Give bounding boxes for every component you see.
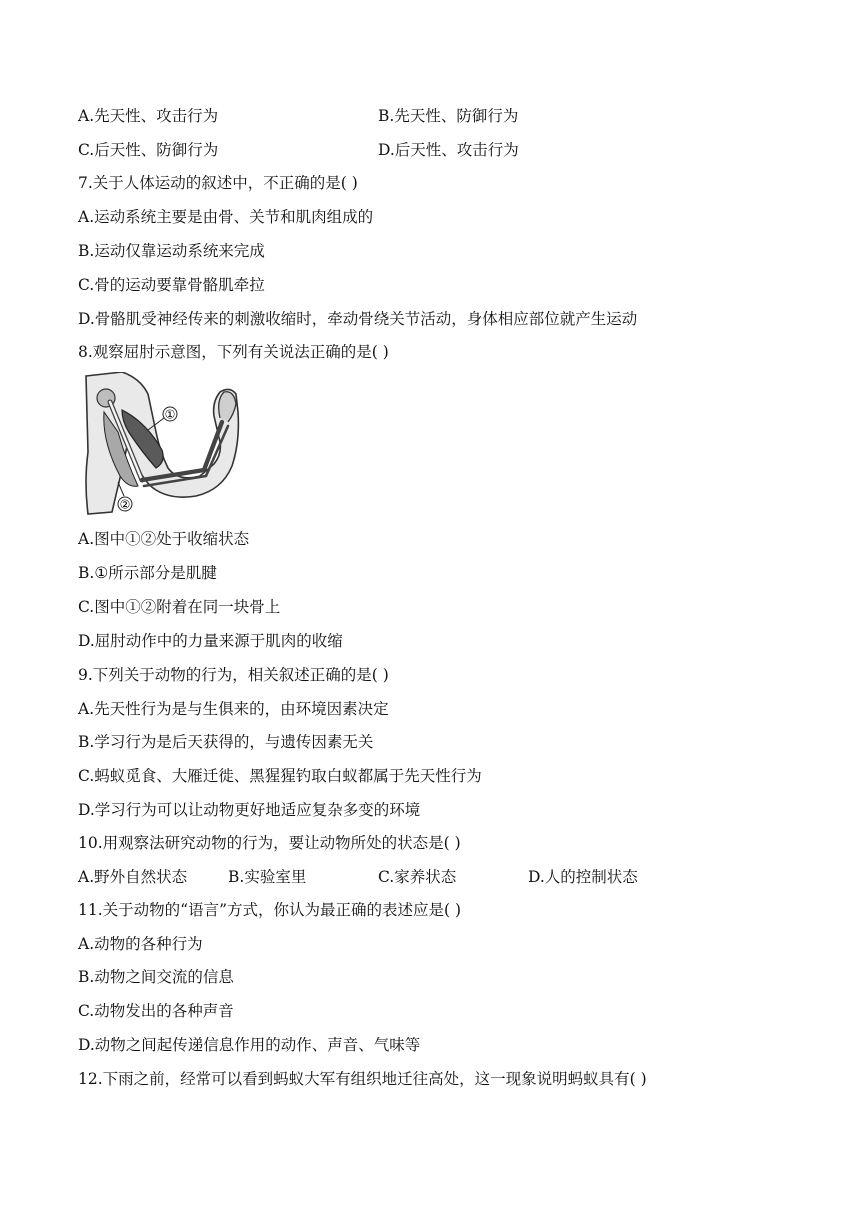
label-1: ① [164, 407, 176, 422]
q10-option-a: A.野外自然状态 [78, 868, 188, 886]
q7-option-d: D.骨骼肌受神经传来的刺激收缩时，牵动骨绕关节活动，身体相应部位就产生运动 [78, 310, 638, 328]
q7-option-b: B.运动仅靠运动系统来完成 [78, 242, 265, 260]
q11-option-d: D.动物之间起传递信息作用的动作、声音、气味等 [78, 1036, 421, 1054]
q10-option-b: B.实验室里 [228, 868, 307, 886]
q8-option-d: D.屈肘动作中的力量来源于肌肉的收缩 [78, 632, 343, 650]
q8-option-a: A.图中①②处于收缩状态 [78, 530, 250, 548]
q11-option-b: B.动物之间交流的信息 [78, 968, 234, 986]
q9-option-d: D.学习行为可以让动物更好地适应复杂多变的环境 [78, 801, 421, 819]
arm-muscle-diagram [82, 372, 242, 520]
q11-option-c: C.动物发出的各种声音 [78, 1002, 234, 1020]
q8-stem: 8.观察屈肘示意图，下列有关说法正确的是( ) [78, 343, 389, 361]
q11-option-a: A.动物的各种行为 [78, 935, 203, 953]
q9-stem: 9.下列关于动物的行为，相关叙述正确的是( ) [78, 666, 389, 684]
q6-option-c: C.后天性、防御行为 [78, 141, 219, 159]
q10-stem: 10.用观察法研究动物的行为，要让动物所处的状态是( ) [78, 834, 461, 852]
q6-option-b: B.先天性、防御行为 [378, 107, 519, 125]
q10-option-c: C.家养状态 [378, 868, 457, 886]
q8-option-b: B.①所示部分是肌腱 [78, 564, 217, 582]
q12-stem: 12.下雨之前，经常可以看到蚂蚁大军有组织地迁往高处，这一现象说明蚂蚁具有( ) [78, 1070, 647, 1088]
elbow-flexion-figure [82, 372, 242, 520]
q8-option-c: C.图中①②附着在同一块骨上 [78, 598, 281, 616]
q9-option-a: A.先天性行为是与生俱来的，由环境因素决定 [78, 700, 389, 718]
label-2: ② [119, 497, 131, 512]
q7-option-a: A.运动系统主要是由骨、关节和肌肉组成的 [78, 208, 374, 226]
q7-stem: 7.关于人体运动的叙述中，不正确的是( ) [78, 174, 358, 192]
q9-option-b: B.学习行为是后天获得的，与遗传因素无关 [78, 733, 374, 751]
q9-option-c: C.蚂蚁觅食、大雁迁徙、黑猩猩钓取白蚁都属于先天性行为 [78, 767, 482, 785]
q6-option-a: A.先天性、攻击行为 [78, 107, 219, 125]
q6-option-d: D.后天性、攻击行为 [378, 141, 519, 159]
q11-stem: 11.关于动物的“语言”方式，你认为最正确的表述应是( ) [78, 901, 462, 919]
q10-option-d: D.人的控制状态 [528, 868, 638, 886]
q7-option-c: C.骨的运动要靠骨骼肌牵拉 [78, 276, 265, 294]
